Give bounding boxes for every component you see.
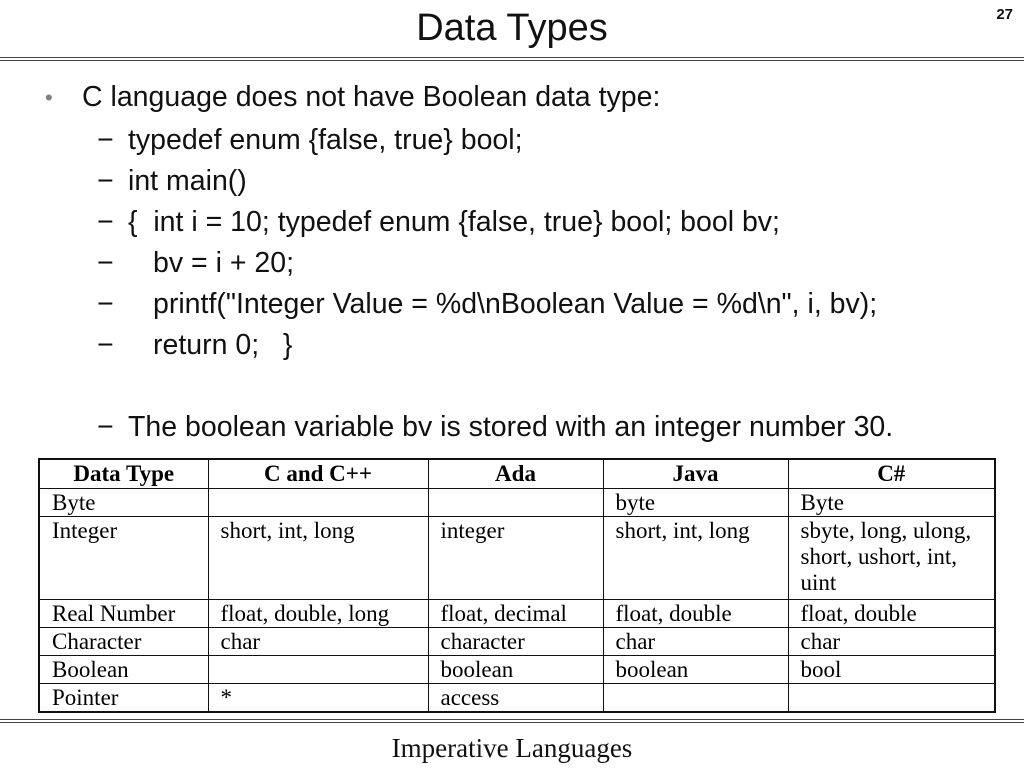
sub-item-text: int main() [128, 165, 247, 197]
table-cell: Boolean [39, 655, 208, 683]
sub-item [0, 161, 1024, 202]
table-cell: float, decimal [428, 599, 603, 627]
table-cell: Byte [788, 488, 995, 516]
table-cell: sbyte, long, ulong, short, ushort, int, uint [788, 516, 995, 599]
sub-item [0, 202, 1024, 243]
dash-icon: − [97, 206, 114, 238]
table-cell: float, double [788, 599, 995, 627]
table-cell [428, 488, 603, 516]
table-cell: access [428, 683, 603, 712]
table-header-cell: C and C++ [208, 459, 428, 488]
table-row [39, 516, 995, 599]
table-cell: short, int, long [603, 516, 788, 599]
sub-item-text: { int i = 10; typedef enum {false, true} bool; bool bv; [128, 206, 780, 238]
slide-title: Data Types [416, 7, 608, 49]
table-cell: float, double [603, 599, 788, 627]
table-header-row [39, 459, 995, 488]
table-row [39, 488, 995, 516]
table-cell: byte [603, 488, 788, 516]
table-row [39, 655, 995, 683]
table-cell: char [788, 627, 995, 655]
table-cell [208, 488, 428, 516]
blank-line [0, 366, 1024, 407]
bullet-text: C language does not have Boolean data type: [82, 81, 661, 113]
dash-icon: − [97, 165, 114, 197]
page-number: 27 [996, 6, 1013, 23]
dash-icon: − [97, 329, 114, 361]
table-cell: short, int, long [208, 516, 428, 599]
table-cell: Integer [39, 516, 208, 599]
table-header-cell: Data Type [39, 459, 208, 488]
table-cell: bool [788, 655, 995, 683]
sub-item-text: The boolean variable bv is stored with an integer number 30. [128, 411, 894, 443]
table-cell: char [208, 627, 428, 655]
sub-item [0, 120, 1024, 161]
sub-item [0, 243, 1024, 284]
table-cell: integer [428, 516, 603, 599]
table-row [39, 683, 995, 712]
bullet-item [0, 77, 1024, 118]
dash-icon: − [97, 411, 114, 443]
table-cell: Character [39, 627, 208, 655]
table-header-cell: Ada [428, 459, 603, 488]
table-cell [603, 683, 788, 712]
sub-item-list [0, 120, 1024, 448]
footer-divider [0, 719, 1024, 723]
table-cell: character [428, 627, 603, 655]
table-cell: Byte [39, 488, 208, 516]
sub-item [0, 325, 1024, 366]
table-cell: Pointer [39, 683, 208, 712]
sub-item [0, 407, 1024, 448]
data-types-table [38, 458, 996, 713]
table-row [39, 599, 995, 627]
table-cell [788, 683, 995, 712]
sub-item-text: return 0; } [153, 329, 293, 361]
sub-item-text: printf("Integer Value = %d\nBoolean Value = %d\n", i, bv); [153, 288, 878, 320]
table-header-cell: Java [603, 459, 788, 488]
dash-icon: − [97, 124, 114, 156]
table-cell: float, double, long [208, 599, 428, 627]
bullet-icon: • [45, 85, 53, 110]
sub-item-text: bv = i + 20; [153, 247, 295, 279]
title-divider [0, 57, 1024, 61]
table-cell: char [603, 627, 788, 655]
sub-item [0, 284, 1024, 325]
table-header-cell: C# [788, 459, 995, 488]
dash-icon: − [97, 288, 114, 320]
table-cell [208, 655, 428, 683]
dash-icon: − [97, 247, 114, 279]
table-cell: * [208, 683, 428, 712]
table-cell: Real Number [39, 599, 208, 627]
table-row [39, 627, 995, 655]
table-cell: boolean [428, 655, 603, 683]
sub-item-text: typedef enum {false, true} bool; [128, 124, 523, 156]
slide-footer: Imperative Languages [391, 733, 633, 763]
table-cell: boolean [603, 655, 788, 683]
